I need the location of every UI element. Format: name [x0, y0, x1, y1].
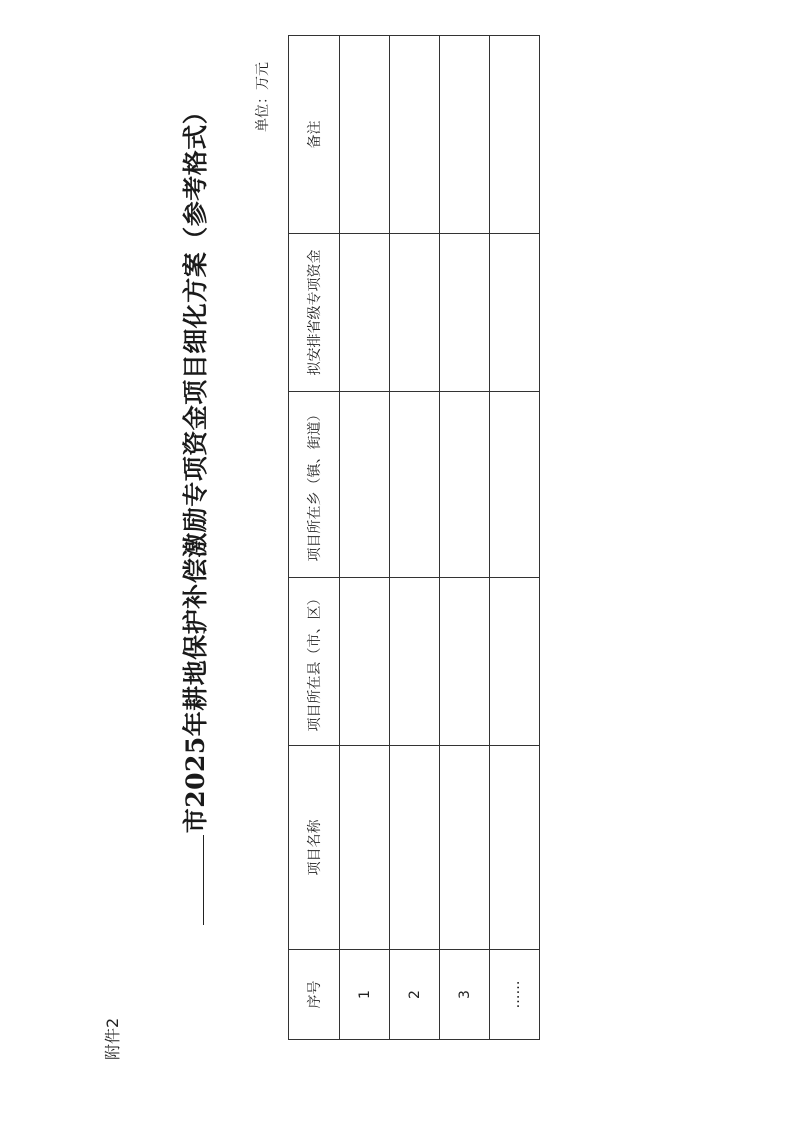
- cell-remarks: [440, 36, 490, 234]
- cell-remarks: [390, 36, 440, 234]
- cell-provincial-fund: [440, 234, 490, 392]
- cell-town: [440, 392, 490, 578]
- title-blank-line: [183, 835, 204, 925]
- cell-project-name: [440, 746, 490, 950]
- unit-label: 单位：万元: [255, 62, 271, 132]
- table-row: [490, 36, 540, 1040]
- cell-provincial-fund: [490, 234, 540, 392]
- cell-seq: ……: [490, 950, 540, 1040]
- table-row: [440, 36, 490, 1040]
- header-county: 项目所在县（市、区）: [289, 578, 340, 746]
- cell-town: [390, 392, 440, 578]
- header-seq: 序号: [289, 950, 340, 1040]
- cell-county: [390, 578, 440, 746]
- cell-project-name: [490, 746, 540, 950]
- header-remarks: 备注: [289, 36, 340, 234]
- table-header-row: [289, 36, 340, 1040]
- plan-table: [288, 35, 540, 1040]
- attachment-label: 附件2: [103, 1017, 122, 1060]
- cell-seq: 1: [340, 950, 390, 1040]
- cell-remarks: [490, 36, 540, 234]
- cell-project-name: [340, 746, 390, 950]
- table-row: [340, 36, 390, 1040]
- cell-seq: 3: [440, 950, 490, 1040]
- title-text: 市2025年耕地保护补偿激励专项资金项目细化方案（参考格式）: [181, 98, 210, 834]
- cell-seq: 2: [390, 950, 440, 1040]
- header-provincial-fund: 拟安排省级专项资金: [289, 234, 340, 392]
- cell-town: [340, 392, 390, 578]
- header-town: 项目所在乡（镇、街道）: [289, 392, 340, 578]
- cell-county: [490, 578, 540, 746]
- cell-provincial-fund: [340, 234, 390, 392]
- cell-town: [490, 392, 540, 578]
- cell-county: [440, 578, 490, 746]
- cell-project-name: [390, 746, 440, 950]
- cell-remarks: [340, 36, 390, 234]
- header-project-name: 项目名称: [289, 746, 340, 950]
- cell-provincial-fund: [390, 234, 440, 392]
- table-row: [390, 36, 440, 1040]
- document-title: [176, 42, 212, 982]
- cell-county: [340, 578, 390, 746]
